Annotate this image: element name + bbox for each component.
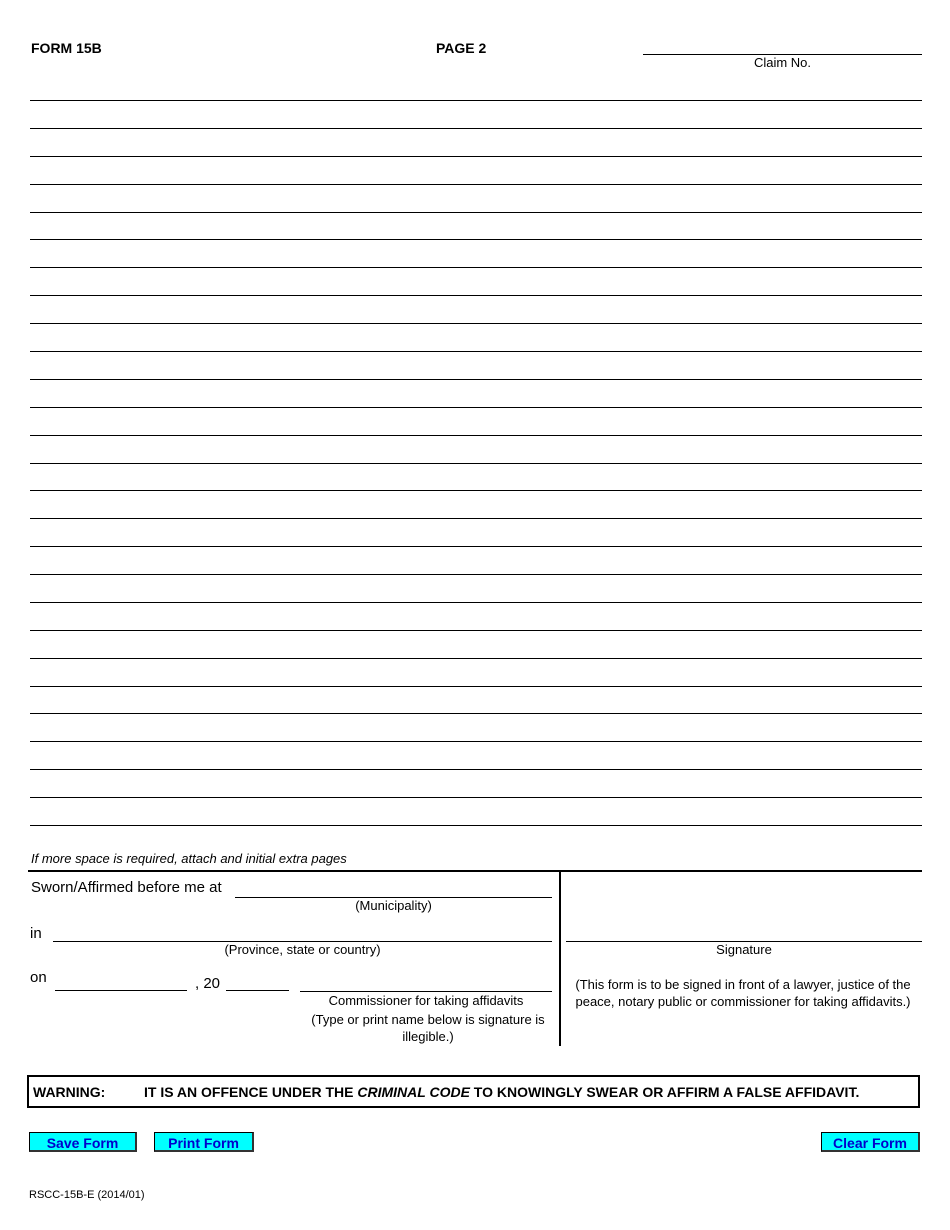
year-field[interactable] [226,990,289,991]
writing-line[interactable] [30,323,922,324]
page-number: PAGE 2 [436,40,487,56]
form-number: FORM 15B [31,40,102,56]
jurat-divider [559,871,561,1046]
signature-caption: Signature [716,942,772,957]
writing-line[interactable] [30,128,922,129]
writing-line[interactable] [30,574,922,575]
writing-line[interactable] [30,630,922,631]
writing-line[interactable] [30,658,922,659]
extra-pages-note: If more space is required, attach and initial extra pages [31,851,347,866]
print-form-button[interactable]: Print Form [154,1132,254,1152]
writing-line[interactable] [30,602,922,603]
date-field[interactable] [55,990,187,991]
writing-line[interactable] [30,267,922,268]
writing-line[interactable] [30,351,922,352]
writing-line[interactable] [30,212,922,213]
on-label: on [30,969,47,986]
writing-line[interactable] [30,797,922,798]
writing-line[interactable] [30,239,922,240]
save-form-button[interactable]: Save Form [29,1132,137,1152]
signature-note: (This form is to be signed in front of a lawyer, justice of the peace, notary public or commissioner for taking affidavits.) [575,977,911,1009]
writing-line[interactable] [30,490,922,491]
claim-no-label: Claim No. [753,55,812,70]
form-code: RSCC-15B-E (2014/01) [29,1189,145,1201]
sworn-label: Sworn/Affirmed before me at [31,879,222,896]
writing-line[interactable] [30,686,922,687]
writing-line[interactable] [30,769,922,770]
writing-line[interactable] [30,100,922,101]
in-label: in [30,925,42,942]
warning-box [27,1075,920,1108]
writing-line[interactable] [30,156,922,157]
warning-text [144,1084,859,1100]
writing-line[interactable] [30,741,922,742]
writing-line[interactable] [30,407,922,408]
warning-text-after: TO KNOWINGLY SWEAR OR AFFIRM A FALSE AFFIDAVIT. [469,1084,860,1100]
writing-line[interactable] [30,546,922,547]
province-caption: (Province, state or country) [224,942,381,957]
commissioner-caption: Commissioner for taking affidavits [328,993,524,1008]
commissioner-signature-line[interactable] [300,991,552,992]
writing-line[interactable] [30,518,922,519]
writing-line[interactable] [30,825,922,826]
writing-line[interactable] [30,713,922,714]
warning-label: WARNING: [33,1084,106,1100]
writing-line[interactable] [30,435,922,436]
writing-line[interactable] [30,463,922,464]
warning-text-criminal-code: CRIMINAL CODE [357,1084,470,1100]
writing-line[interactable] [30,184,922,185]
clear-form-button[interactable]: Clear Form [821,1132,920,1152]
year-prefix: , 20 [195,975,221,992]
writing-line[interactable] [30,295,922,296]
jurat-top-border [28,870,922,872]
commissioner-note: (Type or print name below is signature is illegible.) [311,1012,545,1044]
warning-text-before: IT IS AN OFFENCE UNDER THE [144,1084,358,1100]
writing-line[interactable] [30,379,922,380]
municipality-caption: (Municipality) [355,898,432,913]
